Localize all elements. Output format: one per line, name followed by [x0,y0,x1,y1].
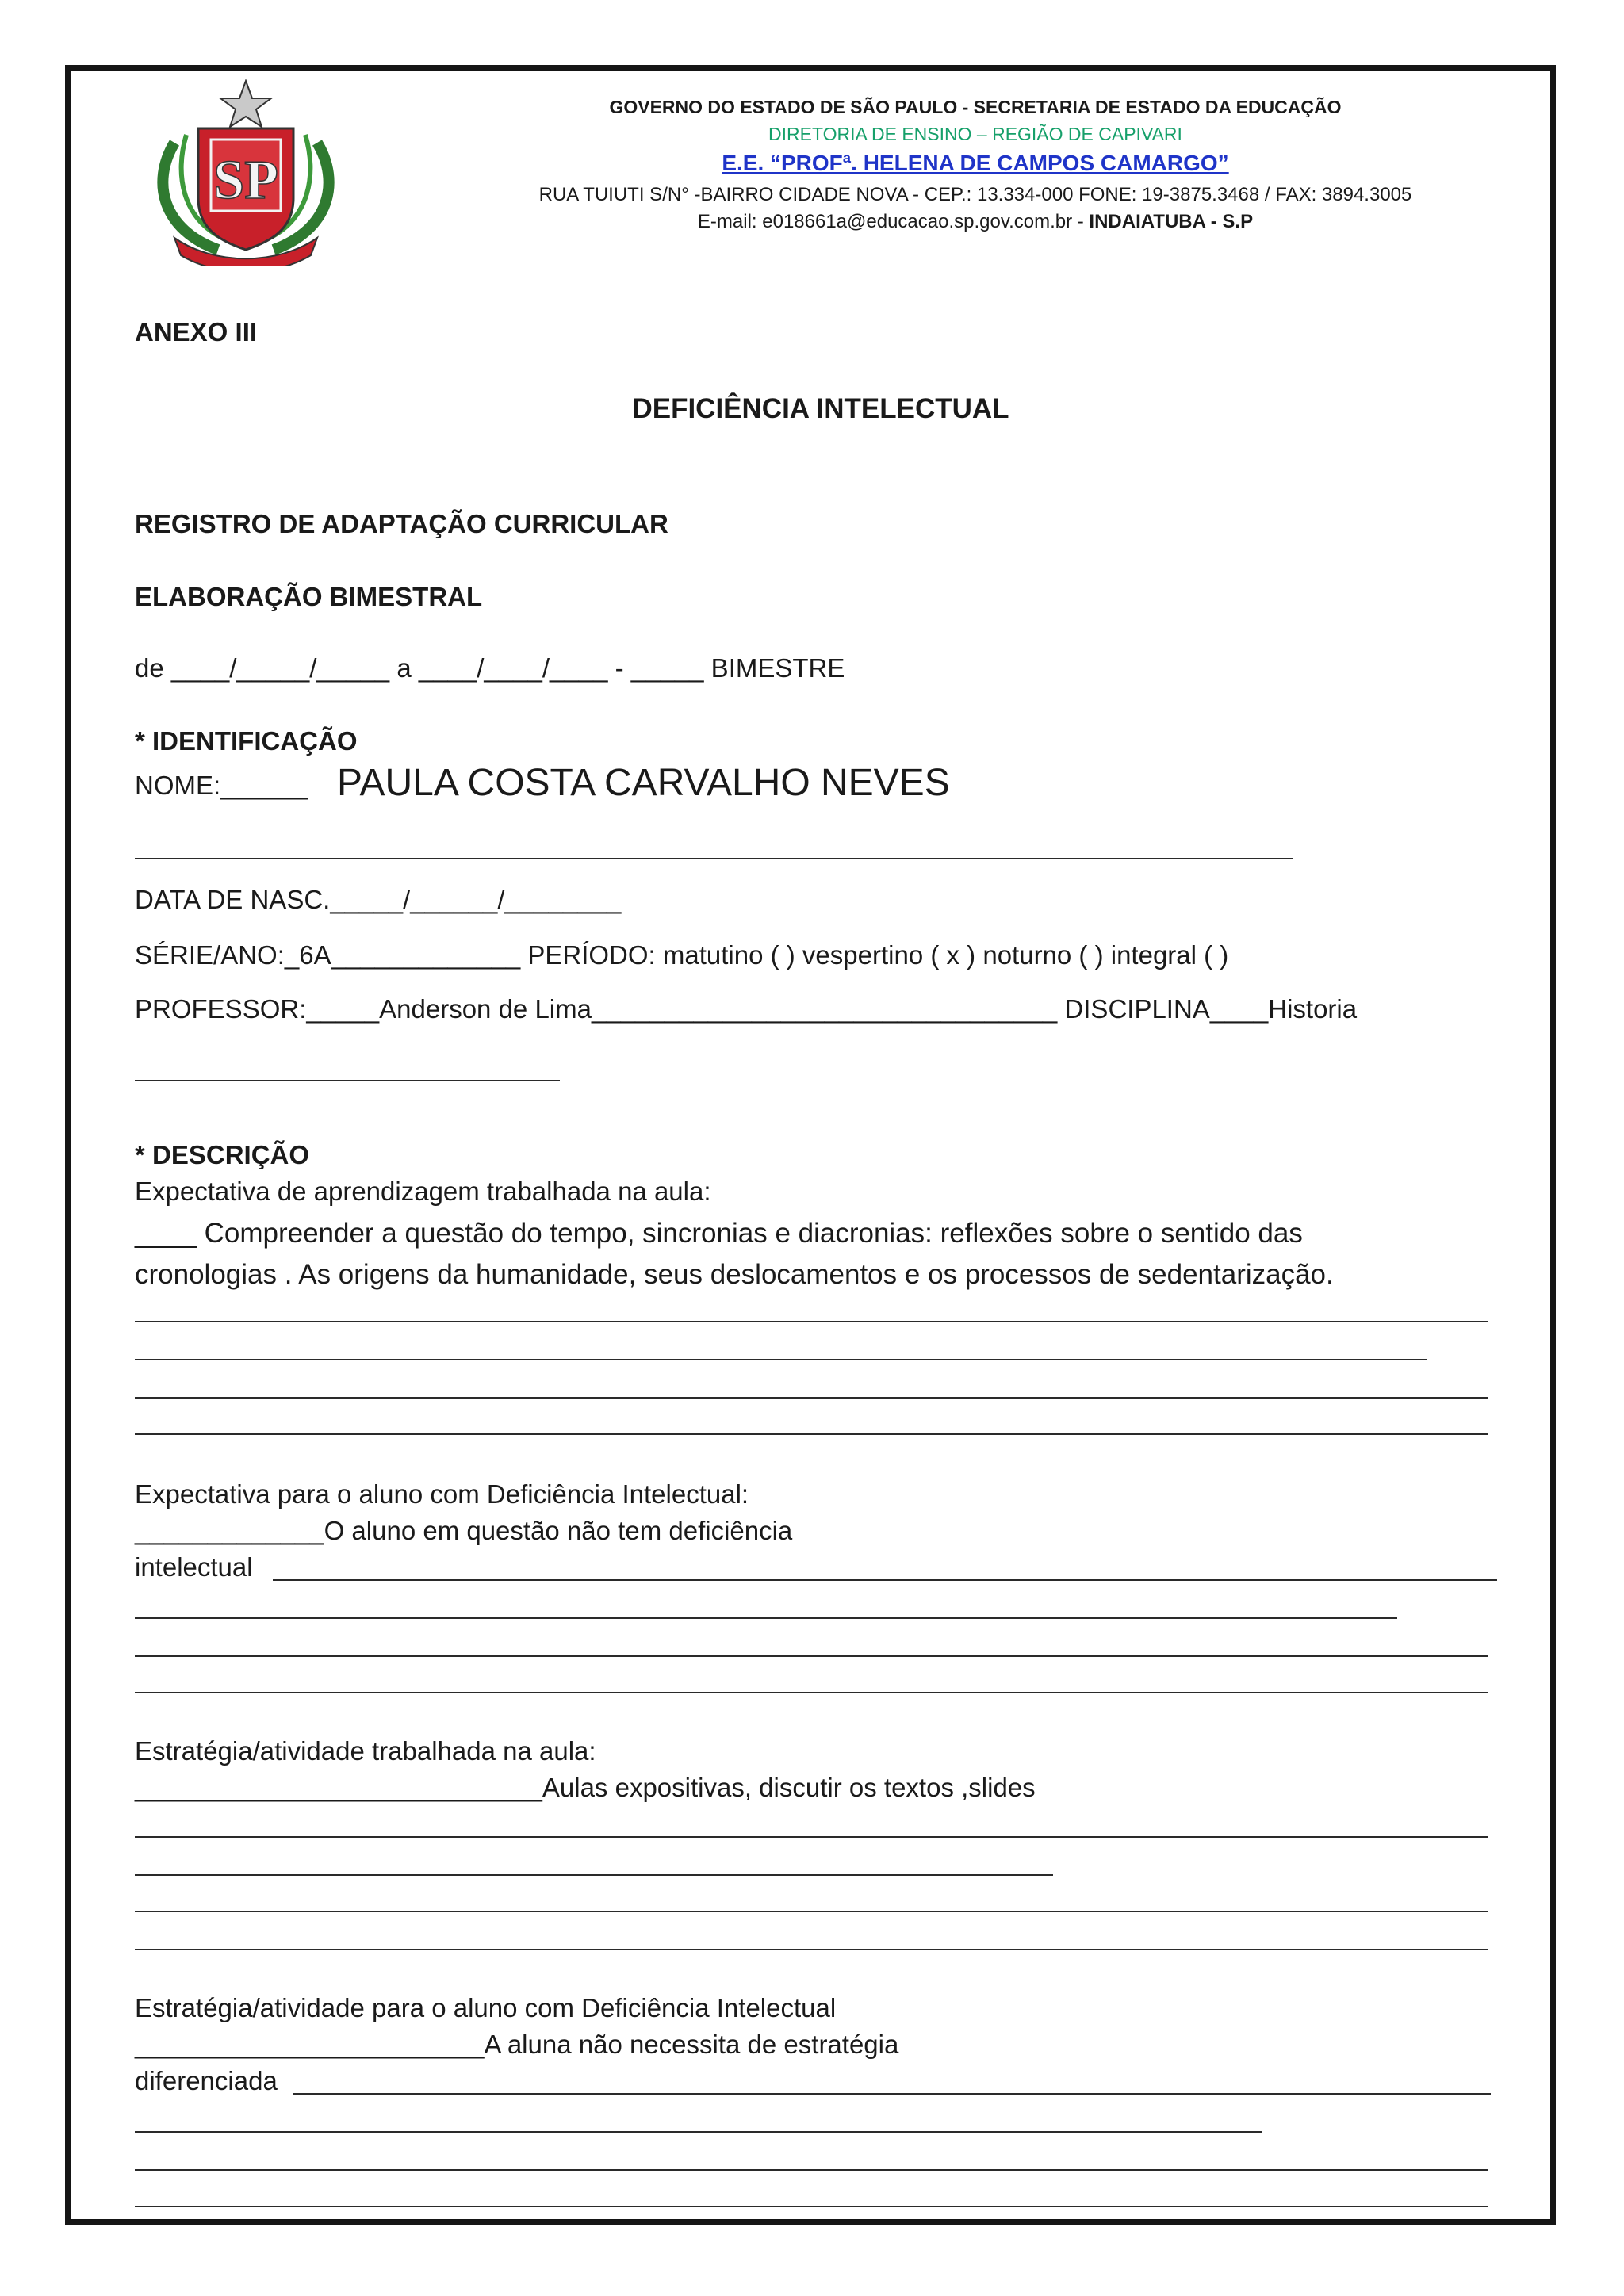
header-government: GOVERNO DO ESTADO DE SÃO PAULO - SECRETARIA DE ESTADO DA EDUCAÇÃO [609,97,1342,117]
blank-line [135,2169,1488,2171]
blank-line [135,1836,1488,1838]
header-contact [349,211,1602,233]
header-city: INDAIATUBA - S.P [1089,211,1254,232]
expectativa-deficiencia-text-1: _____________O aluno em questão não tem deficiência [135,1516,793,1545]
blank-line [273,1579,1497,1581]
blank-line [135,1655,1488,1657]
elaboracao-heading: ELABORAÇÃO BIMESTRAL [135,582,483,611]
nome-value: PAULA COSTA CARVALHO NEVES [337,762,950,804]
expectativa-deficiencia-text-2: intelectual [135,1552,253,1582]
blank-line [135,2131,1262,2133]
identificacao-heading: * IDENTIFICAÇÃO [135,726,358,756]
descricao-heading: * DESCRIÇÃO [135,1140,310,1169]
nome-label: NOME:______ [135,771,308,800]
blank-line [135,1080,560,1081]
estrategia-label: Estratégia/atividade trabalhada na aula: [135,1736,596,1766]
blank-line [135,858,1293,859]
blank-line [135,1321,1488,1322]
expectativa-deficiencia-label: Expectativa para o aluno com Deficiência Intelectual: [135,1479,749,1509]
sp-state-emblem [143,79,349,266]
header-school-name[interactable]: E.E. “PROFª. HELENA DE CAMPOS CAMARGO” [722,151,1229,175]
expectativa-text-1: ____ Compreender a questão do tempo, sincronias e diacronias: reflexões sobre o sentido das [135,1218,1303,1249]
header-directorate: DIRETORIA DE ENSINO – REGIÃO DE CAPIVARI [768,124,1182,144]
estrategia-deficiencia-text-2: diferenciada [135,2066,278,2095]
blank-line [135,1359,1427,1360]
logo-letters: SP [213,150,278,211]
expectativa-label: Expectativa de aprendizagem trabalhada na aula: [135,1177,711,1206]
blank-line [135,1874,1053,1876]
doc-title: DEFICIÊNCIA INTELECTUAL [632,393,1009,424]
header-email: E-mail: e018661a@educacao.sp.gov.com.br - [697,211,1090,232]
estrategia-deficiencia-label: Estratégia/atividade para o aluno com Deficiência Intelectual [135,1993,837,2022]
blank-line [135,2206,1488,2207]
bimester-dates-line: de ____/_____/_____ a ____/____/____ - _____ BIMESTRE [135,653,845,683]
annex-label: ANEXO III [135,317,258,346]
registro-heading: REGISTRO DE ADAPTAÇÃO CURRICULAR [135,509,668,538]
blank-line [135,1617,1397,1619]
blank-line [135,1433,1488,1435]
blank-line [135,1911,1488,1912]
serie-periodo-line: SÉRIE/ANO:_6A_____________ PERÍODO: matutino ( ) vespertino ( x ) noturno ( ) integral ( ) [135,940,1229,970]
nasc-line: DATA DE NASC._____/______/________ [135,885,622,914]
blank-line [135,1397,1488,1399]
blank-line [293,2093,1491,2095]
professor-disciplina-line: PROFESSOR:_____Anderson de Lima________________________________ DISCIPLINA____Historia [135,994,1358,1024]
blank-line [135,1692,1488,1693]
estrategia-deficiencia-text-1: ________________________A aluna não necessita de estratégia [135,2030,899,2059]
blank-line [135,1949,1488,1950]
expectativa-text-2: cronologias . As origens da humanidade, seus deslocamentos e os processos de sedentarização. [135,1259,1334,1290]
estrategia-text: ____________________________Aulas expositivas, discutir os textos ,slides [135,1773,1036,1802]
header-address: RUA TUIUTI S/N° -BAIRRO CIDADE NOVA - CEP.: 13.334-000 FONE: 19-3875.3468 / FAX: 3894.3005 [538,184,1412,205]
